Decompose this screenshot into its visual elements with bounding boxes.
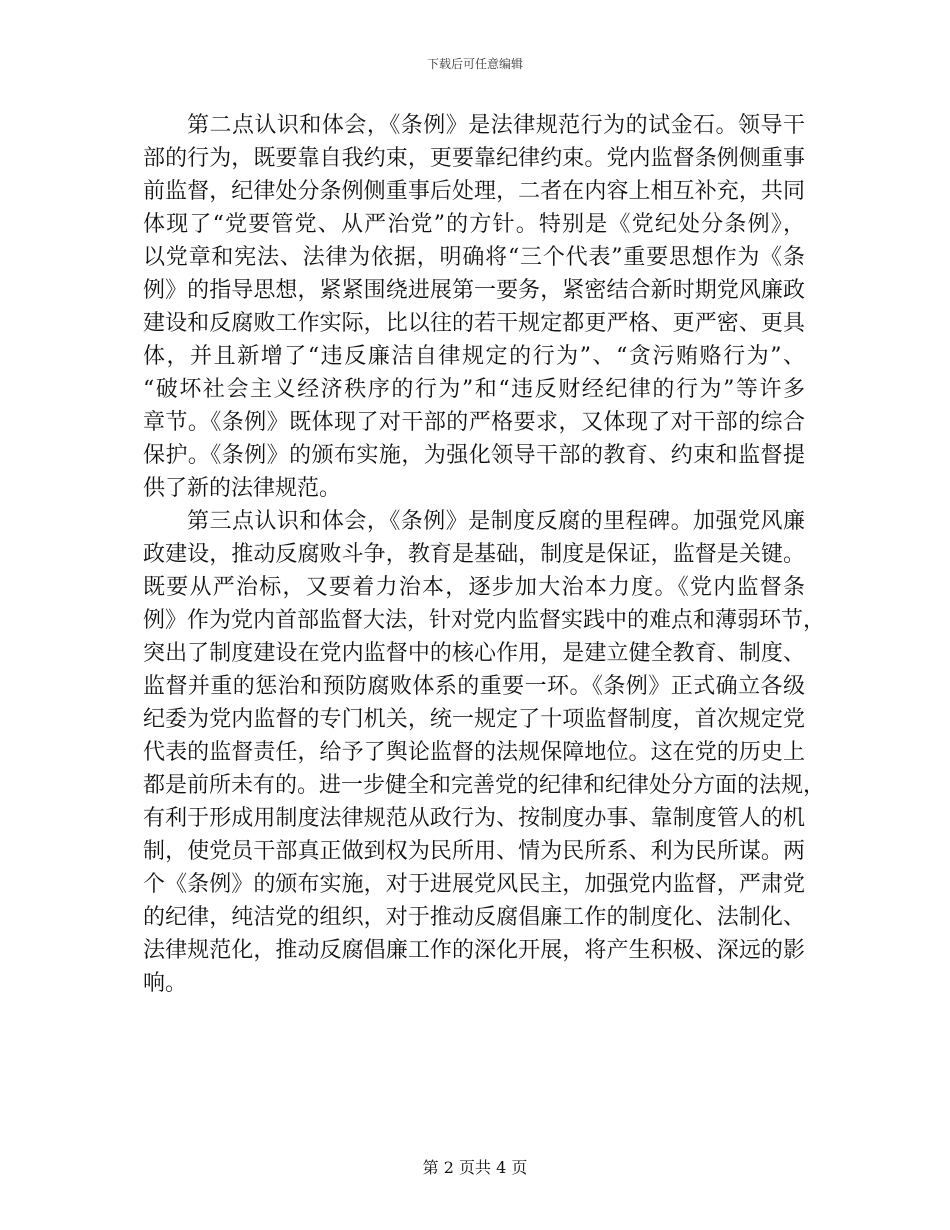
text-line: 前监督，纪律处分条例侧重事后处理，二者在内容上相互补充，共同 — [143, 179, 805, 204]
page-number: 第 2 页共 4 页 — [422, 1158, 528, 1177]
text-line: 监督并重的惩治和预防腐败体系的重要一环。《条例》正式确立各级 — [143, 674, 805, 699]
paragraph-3 — [143, 505, 826, 1000]
text-line: 响。 — [143, 971, 188, 996]
text-line: 建设和反腐败工作实际，比以往的若干规定都更严格、更严密、更具 — [143, 311, 805, 336]
text-line: 章节。《条例》既体现了对干部的严格要求，又体现了对干部的综合 — [143, 410, 805, 435]
text-line: 以党章和宪法、法律为依据，明确将“三个代表”重要思想作为《条 — [143, 245, 805, 270]
text-line: 纪委为党内监督的专门机关，统一规定了十项监督制度，首次规定党 — [143, 707, 805, 732]
text-line: 体现了“党要管党、从严治党”的方针。特别是《党纪处分条例》， — [143, 212, 805, 237]
text-line: 第二点认识和体会，《条例》是法律规范行为的试金石。领导干 — [187, 113, 805, 138]
text-line: 个《条例》的颁布实施，对于进展党风民主，加强党内监督，严肃党 — [143, 872, 805, 897]
text-line: “破坏社会主义经济秩序的行为”和“违反财经纪律的行为”等许多 — [143, 377, 805, 402]
text-line: 例》的指导思想，紧紧围绕进展第一要务，紧密结合新时期党风廉政 — [143, 278, 805, 303]
text-line: 保护。《条例》的颁布实施，为强化领导干部的教育、约束和监督提 — [143, 443, 805, 468]
text-line: 有利于形成用制度法律规范从政行为、按制度办事、靠制度管人的机 — [143, 806, 805, 831]
page-header: 下载后可任意编辑 — [426, 57, 523, 71]
text-line: 体，并且新增了“违反廉洁自律规定的行为”、“贪污贿赂行为”、 — [143, 344, 805, 369]
paragraph-2 — [143, 109, 805, 505]
text-line: 第三点认识和体会，《条例》是制度反腐的里程碑。加强党风廉 — [187, 509, 805, 534]
text-line: 部的行为，既要靠自我约束，更要靠纪律约束。党内监督条例侧重事 — [143, 146, 805, 171]
text-line: 政建设，推动反腐败斗争，教育是基础，制度是保证，监督是关键。 — [143, 542, 805, 567]
text-line: 突出了制度建设在党内监督中的核心作用，是建立健全教育、制度、 — [143, 641, 805, 666]
text-line: 法律规范化，推动反腐倡廉工作的深化开展，将产生积极、深远的影 — [143, 938, 805, 963]
text-line: 供了新的法律规范。 — [143, 476, 342, 501]
text-line: 既要从严治标，又要着力治本，逐步加大治本力度。《党内监督条 — [143, 575, 805, 600]
document-body — [143, 109, 826, 1000]
text-line: 的纪律，纯洁党的组织，对于推动反腐倡廉工作的制度化、法制化、 — [143, 905, 805, 930]
text-line: 都是前所未有的。进一步健全和完善党的纪律和纪律处分方面的法规， — [143, 773, 826, 798]
text-line: 例》作为党内首部监督大法，针对党内监督实践中的难点和薄弱环节， — [143, 608, 826, 633]
text-line: 代表的监督责任，给予了舆论监督的法规保障地位。这在党的历史上 — [143, 740, 805, 765]
text-line: 制，使党员干部真正做到权为民所用、情为民所系、利为民所谋。两 — [143, 839, 805, 864]
